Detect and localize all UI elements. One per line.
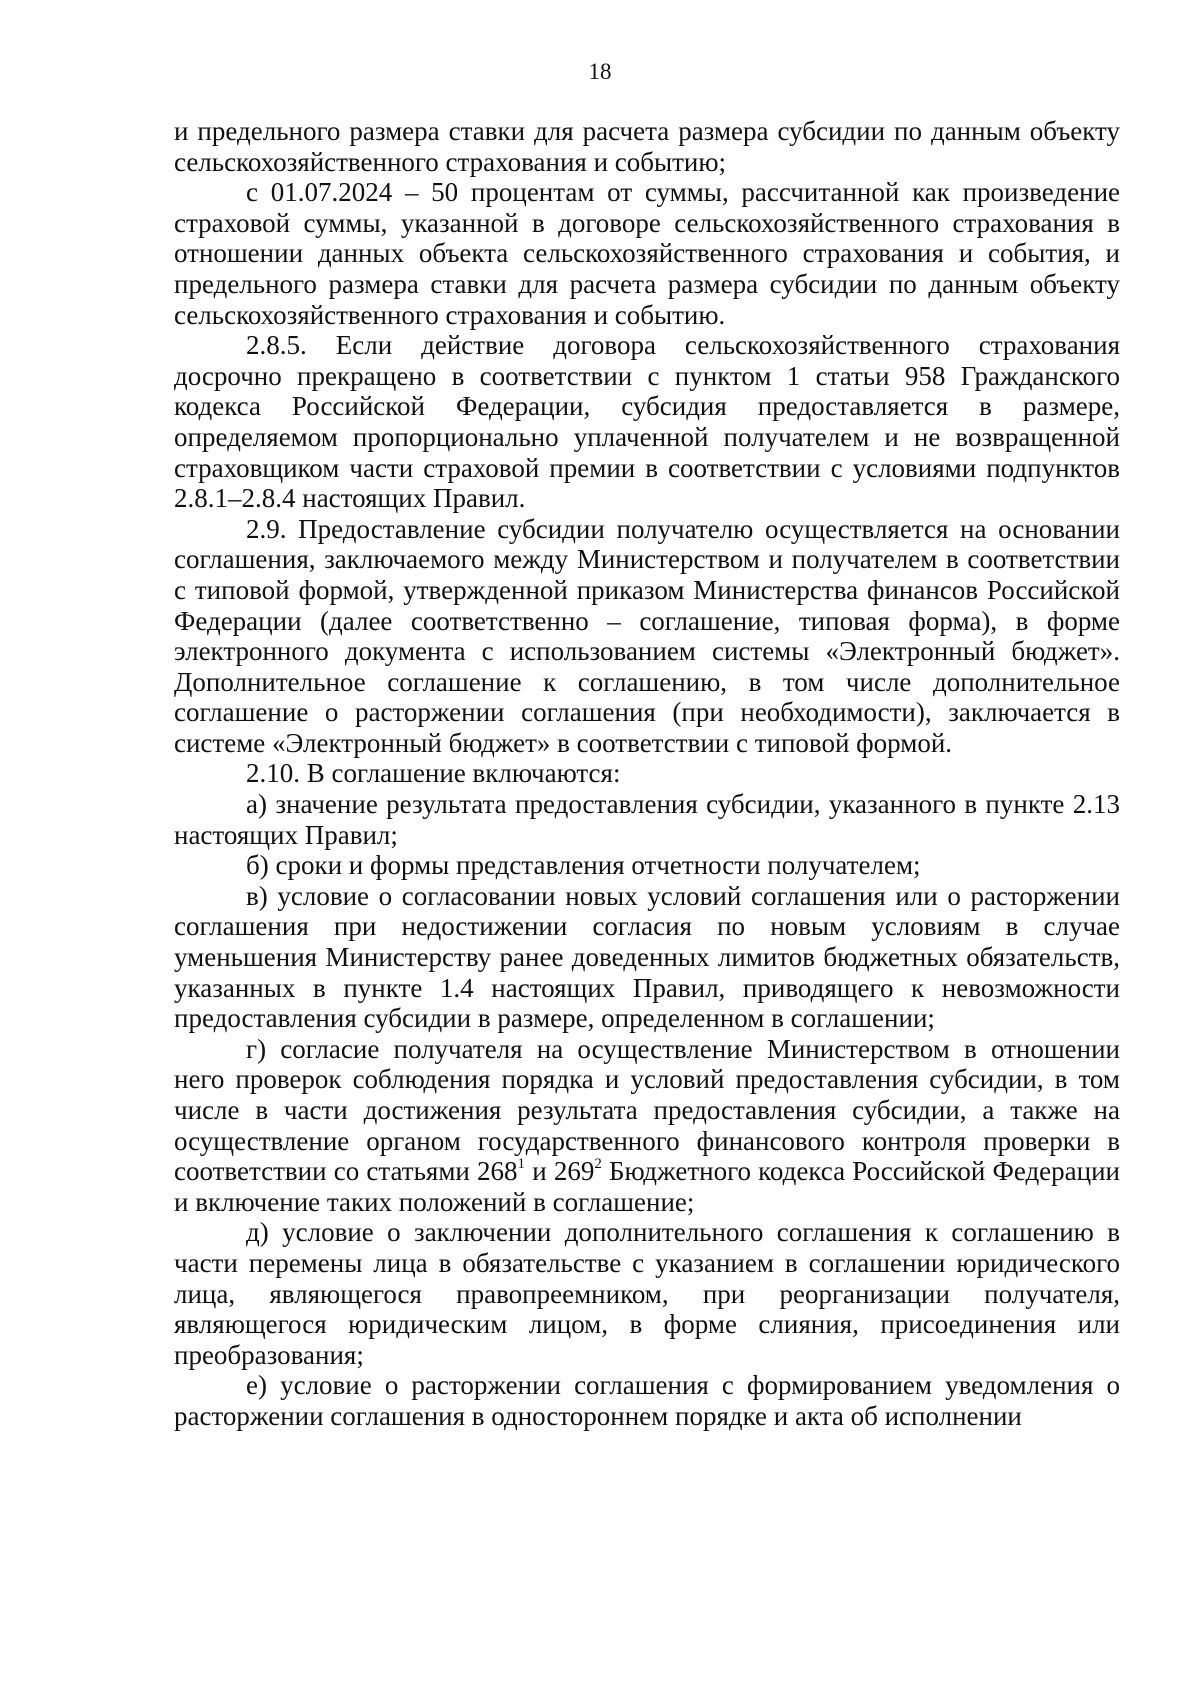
list-item-g-text-3: Бюджетного кодекса Российской Федерации и включение таких положений в соглашение; (174, 1156, 1120, 1217)
paragraph-continuation: и предельного размера ставки для расчета размера субсидии по данным объекту сельскохозяйственного страхования и событию; (174, 116, 1120, 177)
paragraph-2-9: 2.9. Предоставление субсидии получателю осуществляется на основании соглашения, заключаемого между Министерством и получателем в соответствии с типовой формой, утвержденной приказом Министерства финансов Российской Федерации (далее соответственно – соглашение, типовая форма), в форме электронного документа с использованием системы «Электронный бюджет». Дополнительное соглашение к соглашению, в том числе дополнительное соглашение о расторжении соглашения (при необходимости), заключается в системе «Электронный бюджет» в соответствии с типовой формой. (174, 513, 1120, 758)
superscript-2: 2 (594, 1156, 602, 1173)
paragraph-from-date: с 01.07.2024 – 50 процентам от суммы, рассчитанной как произведение страховой суммы, указанной в договоре сельскохозяйственного страхования в отношении данных объекта сельскохозяйственного страхования и события, и предельного размера ставки для расчета размера субсидии по данным объекту сельскохозяйственного страхования и событию. (174, 177, 1120, 330)
list-item-g-text-2: и 269 (525, 1156, 595, 1187)
list-item-a: а) значение результата предоставления субсидии, указанного в пункте 2.13 настоящих Правил; (174, 789, 1120, 850)
list-item-d: д) условие о заключении дополнительного соглашения к соглашению в части перемены лица в обязательстве с указанием в соглашении юридического лица, являющегося правопреемником, при реорганизации получателя, являющегося юридическим лицом, в форме слияния, присоединения или преобразования; (174, 1217, 1120, 1370)
page-number: 18 (588, 59, 612, 84)
document-body (174, 116, 1120, 1432)
superscript-1: 1 (517, 1156, 526, 1173)
list-item-e: е) условие о расторжении соглашения с формированием уведомления о расторжении соглашения в одностороннем порядке и акта об исполнении (174, 1370, 1120, 1431)
list-item-b: б) сроки и формы представления отчетности получателем; (246, 850, 921, 881)
paragraph-2-10: 2.10. В соглашение включаются: (246, 758, 621, 789)
list-item-g-text-1: г) согласие получателя на осуществление Министерством в отношении него проверок соблюдения порядка и условий предоставления субсидии, в том числе в части достижения результата предоставления субсидии, а также на осуществление органом государственного финансового контроля проверки в соответствии со статьями 268 (174, 1033, 1120, 1187)
paragraph-2-8-5: 2.8.5. Если действие договора сельскохозяйственного страхования досрочно прекращено в соответствии с пунктом 1 статьи 958 Гражданского кодекса Российской Федерации, субсидия предоставляется в размере, определяемом пропорционально уплаченной получателем и не возвращенной страховщиком части страховой премии в соответствии с условиями подпунктов 2.8.1–2.8.4 настоящих Правил. (174, 330, 1120, 514)
list-item-g (174, 1034, 1120, 1218)
list-item-v: в) условие о согласовании новых условий соглашения или о расторжении соглашения при недостижении согласия по новым условиям в случае уменьшения Министерству ранее доведенных лимитов бюджетных обязательств, указанных в пункте 1.4 настоящих Правил, приводящего к невозможности предоставления субсидии в размере, определенном в соглашении; (174, 880, 1120, 1034)
